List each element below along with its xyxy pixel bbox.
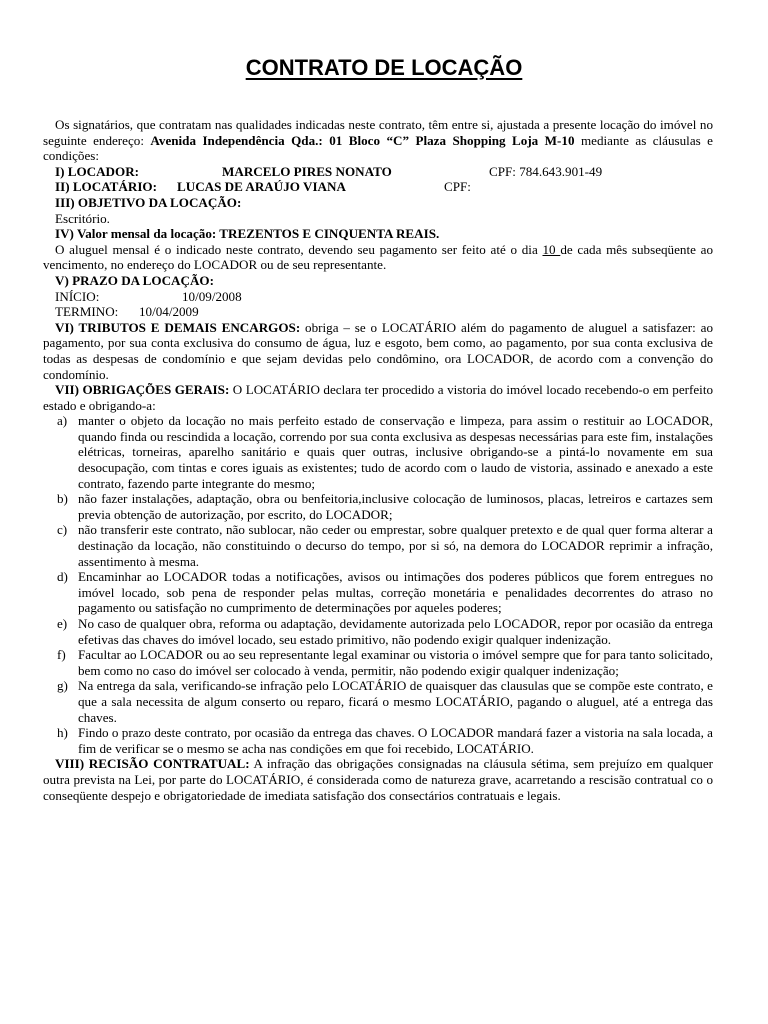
locador-cpf: CPF: 784.643.901-49	[489, 163, 603, 179]
list-item	[43, 678, 713, 725]
list-marker: a)	[57, 413, 68, 429]
tributos-label: VI) TRIBUTOS E DEMAIS ENCARGOS:	[55, 319, 301, 335]
locatario-label: II) LOCATÁRIO:	[55, 179, 157, 195]
recisao-text: A infração das obrigações consignadas na cláusula sétima, sem prejuízo em qualquer outra prevista na Lei, por parte do LOCATÁRIO, é considerada como de natureza grave, acarretando a rescisão contratual co o conseqüente despejo e obrigatoriedade de imediata satisfação dos consectários contratuais e legais.	[43, 756, 714, 803]
termino-date: 10/04/2009	[139, 304, 199, 320]
list-marker: c)	[57, 522, 68, 538]
locador-name: MARCELO PIRES NONATO	[222, 163, 392, 179]
list-item-text: não transferir este contrato, não sublocar, não ceder ou emprestar, sobre qualquer pretexto e de qual quer forma alterar a destinação da locação, não constituindo o decurso do tempo, por si só, na demora do LOCADOR reprimir a infração, assentimento à mesma.	[78, 522, 713, 569]
list-item	[43, 491, 713, 522]
list-item	[43, 522, 713, 569]
list-item-text: Facultar ao LOCADOR ou ao seu representante legal examinar ou vistoria o imóvel sempre que for para tanto solicitado, bem como no caso do imóvel ser colocado à venda, permitir, não podendo exigir qualquer indenização;	[78, 647, 713, 678]
objetivo-label: III) OBJETIVO DA LOCAÇÃO:	[55, 194, 242, 210]
obrigacoes-text: O LOCATÁRIO declara ter procedido a vistoria do imóvel locado recebendo-o em perfeito estado e obrigando-a:	[43, 382, 714, 413]
list-item	[43, 413, 713, 491]
intro-text: Os signatários, que contratam nas qualidades indicadas neste contrato, têm entre si, ajustada a presente locação do imóvel no seguinte endereço:	[43, 117, 713, 148]
locatario-cpf: CPF:	[444, 179, 471, 195]
valor-line	[55, 226, 439, 242]
recisao-label: VIII) RECISÃO CONTRATUAL:	[55, 756, 250, 772]
valor-label: IV) Valor mensal da locação:	[55, 226, 217, 242]
list-marker: b)	[57, 491, 68, 507]
inicio-label: INÍCIO:	[55, 288, 100, 304]
valor-row	[43, 226, 713, 242]
termino-row	[43, 304, 713, 320]
intro-text-end: mediante as cláusulas e condições:	[43, 132, 713, 164]
list-item-text: Findo o prazo deste contrato, por ocasião da entrega das chaves. O LOCADOR mandará fazer a vistoria na sala locada, a fim de verificar se o mesmo se acha nas condições em que foi recebido, LOCATÁRIO.	[78, 725, 713, 756]
obrigacoes-paragraph	[43, 382, 713, 413]
list-item-text: manter o objeto da locação no mais perfeito estado de conservação e limpeza, para assim o restituir ao LOCADOR, quando finda ou rescindida a locação, correndo por sua conta exclusiva as despesas necessárias para este fim, instalações elétricas, torneiras, aparelho sanitário e quais quer outras, inclusive obrigando-se a pintá-lo novamente em sua desocupação, com tintas e cores iguais as existentes; tudo de acordo com o laudo de vistoria, assinado e anexado a este contrato, fazendo parte integrante do mesmo;	[78, 413, 713, 491]
locador-label: I) LOCADOR:	[55, 163, 140, 179]
objetivo-row	[43, 195, 713, 211]
list-marker: f)	[57, 647, 66, 663]
obrigacoes-label: VII) OBRIGAÇÕES GERAIS:	[55, 382, 230, 398]
locador-row	[43, 164, 713, 180]
list-item-text: No caso de qualquer obra, reforma ou adaptação, devidamente autorizada pelo LOCADOR, repor por ocasião da entrega efetivas das chaves do imóvel locado, seu estado primitivo, não podendo exigir qualquer indenização.	[78, 616, 713, 647]
inicio-row	[43, 289, 713, 305]
list-item-text: não fazer instalações, adaptação, obra ou benfeitoria,inclusive colocação de luminosos, placas, letreiros e cartazes sem previa obtenção de autorização, por escrito, do LOCADOR;	[78, 491, 713, 522]
tributos-paragraph	[43, 320, 713, 382]
document-title: CONTRATO DE LOCAÇÃO	[245, 55, 523, 80]
locatario-name: LUCAS DE ARAÚJO VIANA	[177, 179, 346, 195]
intro-paragraph	[43, 117, 713, 164]
list-marker: h)	[57, 725, 68, 741]
prazo-label: V) PRAZO DA LOCAÇÃO:	[55, 272, 214, 288]
list-item	[43, 647, 713, 678]
inicio-date: 10/09/2008	[182, 288, 242, 304]
list-item	[43, 725, 713, 756]
tributos-text: obriga – se o LOCATÁRIO além do pagamento de aluguel a satisfazer: ao pagamento, por sua conta exclusiva do consumo de água, luz e esgoto, bem como, ao pagamento, por sua conta exclusiva de todas as despesas de condomínio e que sejam devidas pelo condômino, ora LOCADOR, de acordo com a convenção do condomínio.	[43, 319, 714, 382]
list-item	[43, 569, 713, 616]
objetivo-value: Escritório.	[55, 210, 110, 226]
list-marker: g)	[57, 678, 68, 694]
list-marker: e)	[57, 616, 68, 631]
locatario-row	[43, 179, 713, 195]
payment-day: 10	[542, 241, 561, 257]
valor-value: TREZENTOS E CINQUENTA REAIS.	[216, 226, 440, 242]
objetivo-value-row	[43, 211, 713, 227]
valor-text-end: de cada mês subseqüente ao vencimento, no endereço do LOCADOR ou de seu representante.	[43, 241, 713, 273]
list-item-text: Encaminhar ao LOCADOR todas a notificações, avisos ou intimações dos poderes públicos que forem entregues no imóvel locado, sob pena de responder pelas multas, correção monetária e penalidades decorrentes do atraso no pagamento ou satisfação no cumprimento de determinações por aqueles poderes;	[78, 569, 713, 616]
termino-label: TERMINO:	[55, 304, 119, 320]
property-address: Avenida Independência Qda.: 01 Bloco “C” Plaza Shopping Loja M-10	[150, 132, 575, 148]
valor-paragraph	[43, 242, 713, 273]
contract-body	[43, 117, 713, 803]
prazo-row	[43, 273, 713, 289]
list-item-text: Na entrega da sala, verificando-se infração pelo LOCATÁRIO de quaisquer das clausulas que se compõe este contrato, e que a sala necessita de algum conserto ou reparo, ficará o mesmo LOCATÁRIO, pagando o aluguel, até a entrega das chaves.	[78, 678, 713, 725]
list-item	[43, 616, 713, 647]
obrigacoes-list	[43, 413, 713, 756]
list-marker: d)	[57, 569, 68, 585]
recisao-paragraph	[43, 756, 713, 803]
valor-text: O aluguel mensal é o indicado neste contrato, devendo seu pagamento ser feito até o dia	[55, 241, 543, 257]
